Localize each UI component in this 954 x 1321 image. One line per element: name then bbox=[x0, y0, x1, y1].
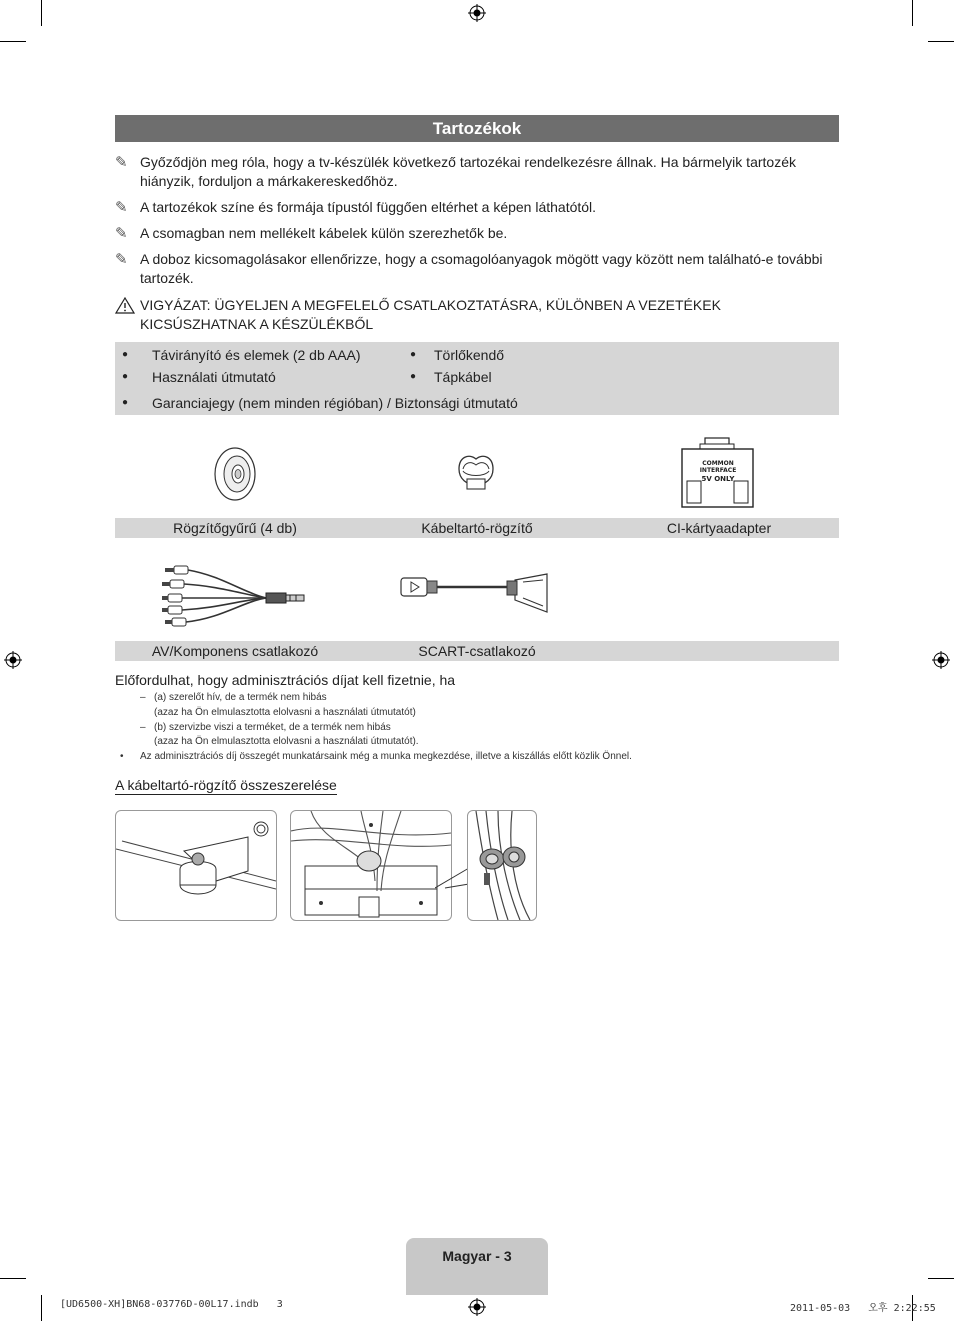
warning bbox=[115, 296, 839, 334]
fee-case-b: (b) szervizbe viszi a terméket, de a termék nem hibás bbox=[154, 722, 391, 733]
list-item-label: Törlőkendő bbox=[434, 347, 505, 363]
list-item-label: Távirányító és elemek (2 db AAA) bbox=[152, 347, 361, 363]
scart-cable-image bbox=[397, 572, 551, 616]
note-item bbox=[115, 250, 839, 288]
caption-av-component: AV/Komponens csatlakozó bbox=[151, 643, 319, 659]
assembly-step-3-image bbox=[467, 810, 537, 921]
ci-card-label-1: COMMON INTERFACE bbox=[699, 460, 737, 474]
pencil-icon: ✎ bbox=[115, 154, 128, 171]
assembly-step-1-image bbox=[115, 810, 277, 921]
crop-mark bbox=[0, 1278, 26, 1279]
section-title: Tartozékok bbox=[115, 115, 839, 142]
registration-mark-icon bbox=[932, 651, 950, 669]
note-text: A tartozékok színe és formája típustól függően eltérhet a képen láthatótól. bbox=[140, 199, 597, 215]
bullet-icon: ● bbox=[122, 397, 129, 408]
list-item-label: Garanciajegy (nem minden régióban) / Biztonsági útmutató bbox=[152, 395, 518, 411]
list-item-label: Használati útmutató bbox=[152, 369, 276, 385]
caption-bar bbox=[115, 641, 839, 661]
registration-mark-icon bbox=[4, 651, 22, 669]
note-text: A doboz kicsomagolásakor ellenőrizze, hogy a csomagolóanyagok mögött vagy között nem található-e további tartozék. bbox=[140, 251, 823, 286]
warning-line-1: VIGYÁZAT: ÜGYELJEN A MEGFELELŐ CSATLAKOZTATÁSRA, KÜLÖNBEN A VEZETÉKEK bbox=[140, 297, 721, 313]
assembly-step-2-image bbox=[290, 810, 452, 921]
footer-timestamp: 2011-05-03 오후 2:22:55 bbox=[790, 1303, 936, 1314]
list-item bbox=[122, 368, 276, 386]
note-text: Győződjön meg róla, hogy a tv-készülék következő tartozékai rendelkezésre állnak. Ha bármelyik tartozék hiányzik, forduljon a márkakereskedőhöz. bbox=[140, 154, 796, 189]
crop-mark bbox=[0, 41, 26, 42]
ci-card-adapter-image bbox=[680, 437, 756, 509]
bullet: • bbox=[120, 751, 124, 762]
crop-mark bbox=[41, 0, 42, 26]
dash: – bbox=[140, 722, 146, 733]
caption-scart: SCART-csatlakozó bbox=[418, 643, 536, 659]
caption-holder-ring: Rögzítőgyűrű (4 db) bbox=[173, 520, 297, 536]
bullet-icon: ● bbox=[410, 371, 417, 382]
fee-intro: Előfordulhat, hogy adminisztrációs díjat kell fizetnie, ha bbox=[115, 672, 456, 688]
pencil-icon: ✎ bbox=[115, 251, 128, 268]
pencil-icon: ✎ bbox=[115, 225, 128, 242]
ci-card-label-2: 5V ONLY bbox=[701, 475, 735, 483]
dash: – bbox=[140, 692, 146, 703]
list-item bbox=[122, 346, 361, 364]
note-text: A csomagban nem mellékelt kábelek külön szerezhetők be. bbox=[140, 225, 508, 241]
note-item bbox=[115, 153, 839, 191]
page-number-tab: Magyar - 3 bbox=[406, 1238, 548, 1295]
fee-notice: Az adminisztrációs díj összegét munkatársaink még a munka megkezdése, illetve a kiszállás előtt közlik Önnel. bbox=[140, 751, 632, 762]
note-item bbox=[115, 198, 839, 217]
list-item-label: Tápkábel bbox=[434, 369, 492, 385]
list-item bbox=[410, 368, 492, 386]
bullet-icon: ● bbox=[410, 349, 417, 360]
warning-line-2: KICSÚSZHATNAK A KÉSZÜLÉKBŐL bbox=[140, 316, 374, 332]
callout-lines bbox=[435, 866, 471, 890]
warning-triangle-icon bbox=[115, 297, 135, 314]
crop-mark bbox=[928, 1278, 954, 1279]
list-item bbox=[410, 346, 504, 364]
note-item bbox=[115, 224, 839, 243]
crop-mark bbox=[928, 41, 954, 42]
pencil-icon: ✎ bbox=[115, 199, 128, 216]
registration-mark-icon bbox=[468, 1298, 486, 1316]
list-item bbox=[122, 394, 518, 412]
registration-mark-icon bbox=[468, 4, 486, 22]
caption-cable-holder: Kábeltartó-rögzítő bbox=[421, 520, 533, 536]
caption-bar bbox=[115, 518, 839, 538]
bullet-icon: ● bbox=[122, 349, 129, 360]
fee-case-b-note: (azaz ha Ön elmulasztotta elolvasni a használati útmutatót). bbox=[154, 736, 419, 747]
assembly-heading: A kábeltartó-rögzítő összeszerelése bbox=[115, 777, 337, 793]
footer-file-info: [UD6500-XH]BN68-03776D-00L17.indb 3 bbox=[60, 1299, 283, 1310]
av-component-cable-image bbox=[162, 562, 310, 630]
fee-case-a-note: (azaz ha Ön elmulasztotta elolvasni a használati útmutatót) bbox=[154, 707, 416, 718]
cable-holder-image bbox=[453, 449, 499, 495]
bullet-icon: ● bbox=[122, 371, 129, 382]
caption-ci-card-adapter: CI-kártyaadapter bbox=[666, 520, 772, 536]
crop-mark bbox=[912, 0, 913, 26]
crop-mark bbox=[41, 1295, 42, 1321]
fee-case-a: (a) szerelőt hív, de a termék nem hibás bbox=[154, 692, 327, 703]
holder-ring-image bbox=[212, 446, 258, 502]
